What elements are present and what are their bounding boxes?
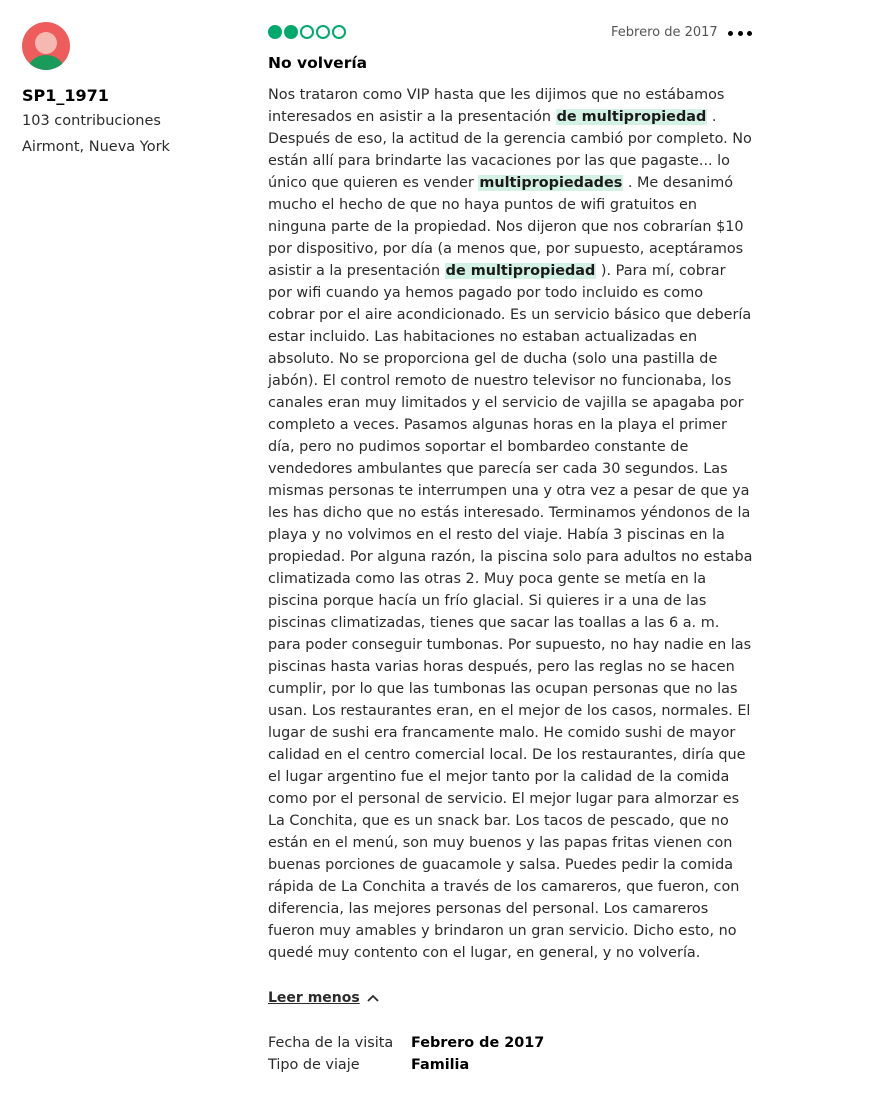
rating-bubble-empty (300, 25, 314, 39)
visit-date-label: Fecha de la visita (268, 1035, 394, 1051)
avatar-body (28, 55, 64, 70)
trip-type-label: Tipo de viaje (268, 1057, 360, 1073)
dot-icon (728, 31, 733, 36)
chevron-up-icon (366, 993, 380, 1003)
review-date: Febrero de 2017 (611, 25, 718, 40)
review-body (268, 84, 753, 964)
highlighted-keyword: multipropiedades (479, 175, 623, 191)
visit-meta (268, 1032, 544, 1076)
highlighted-keyword: de multipropiedad (445, 263, 596, 279)
review-text-segment: Nos trataron como VIP hasta que les dijimos que no estábamos interesados en asistir a la presentación (268, 87, 725, 125)
rating-bubble-empty (332, 25, 346, 39)
reviewer-location: Airmont, Nueva York (22, 139, 170, 155)
dot-icon (738, 31, 743, 36)
trip-type-value: Familia (411, 1057, 470, 1073)
read-less-label: Leer menos (268, 990, 360, 1006)
rating-bubble-empty (316, 25, 330, 39)
rating-bubble-filled (284, 25, 298, 39)
reviewer-username[interactable]: SP1_1971 (22, 86, 109, 105)
review-text-segment: ). Para mí, cobrar por wifi cuando ya hemos pagado por todo incluido es como cobrar por el aire acondicionado. Es un servicio básico que debería estar incluido. Las habitaciones no estaban actualizadas en absoluto. No se proporciona gel de ducha (solo una pastilla de jabón). El control remoto de nuestro televisor no funcionaba, los canales eran muy limitados y el servicio de vajilla se apagaba por completo a veces. Pasamos algunas horas en la playa el primer día, pero no pudimos soportar el bombardeo constante de vendedores ambulantes que parecía ser cada 30 segundos. Las mismas personas te interrumpen una y otra vez a pesar de que ya les has dicho que no estás interesado. Terminamos yéndonos de la playa y no volvimos en el resto del viaje. Había 3 piscinas en la propiedad. Por alguna razón, la piscina solo para adultos no estaba climatizada como las otras 2. Muy poca gente se metía en la piscina porque hacía un frío glacial. Si quieres ir a una de las piscinas climatizadas, tienes que sacar las toallas a las 6 a. m. para poder conseguir tumbonas. Por supuesto, no hay nadie en las piscinas hasta varias horas después, pero las reglas no se hacen cumplir, por lo que las tumbonas las ocupan personas que no las usan. Los restaurantes eran, en el mejor de los casos, normales. El lugar de sushi era francamente malo. He comido sushi de mayor calidad en el centro comercial local. De los restaurantes, diría que el lugar argentino fue el mejor tanto por la calidad de la comida como por el personal de servicio. El mejor lugar para almorzar es La Conchita, que es un snack bar. Los tacos de pescado, que no están en el menú, son muy buenos y las papas fritas vienen con buenas porciones de guacamole y salsa. Puedes pedir la comida rápida de La Conchita a través de los camareros, que fueron, con diferencia, las mejores personas del personal. Los camareros fueron muy amables y brindaron un gran servicio. Dicho esto, no quedé muy contento con el lugar, en general, y no volvería. (268, 263, 753, 961)
review-title: No volvería (268, 54, 368, 72)
rating-bubbles (268, 25, 346, 39)
avatar[interactable] (22, 22, 70, 70)
review-text-segment: . Después de eso, la actitud de la gerencia cambió por completo. No están allí para brindarte las vacaciones por las que pagaste... lo único que quieren es vender (268, 109, 752, 191)
highlighted-keyword: de multipropiedad (556, 109, 707, 125)
review-text (268, 84, 753, 964)
avatar-head (35, 32, 57, 54)
trip-type-row (268, 1054, 544, 1076)
review-text-segment: . Me desanimó mucho el hecho de que no haya puntos de wifi gratuitos en ninguna parte de la propiedad. Nos dijeron que nos cobrarían $10 por dispositivo, por día (a menos que, por supuesto, aceptáramos asistir a la presentación (268, 175, 744, 279)
dot-icon (747, 31, 752, 36)
reviewer-contributions: 103 contribuciones (22, 113, 161, 129)
read-less-button[interactable] (268, 990, 380, 1006)
visit-date-row (268, 1032, 544, 1054)
rating-bubble-filled (268, 25, 282, 39)
more-options-icon[interactable] (728, 23, 752, 43)
visit-date-value: Febrero de 2017 (411, 1035, 545, 1051)
